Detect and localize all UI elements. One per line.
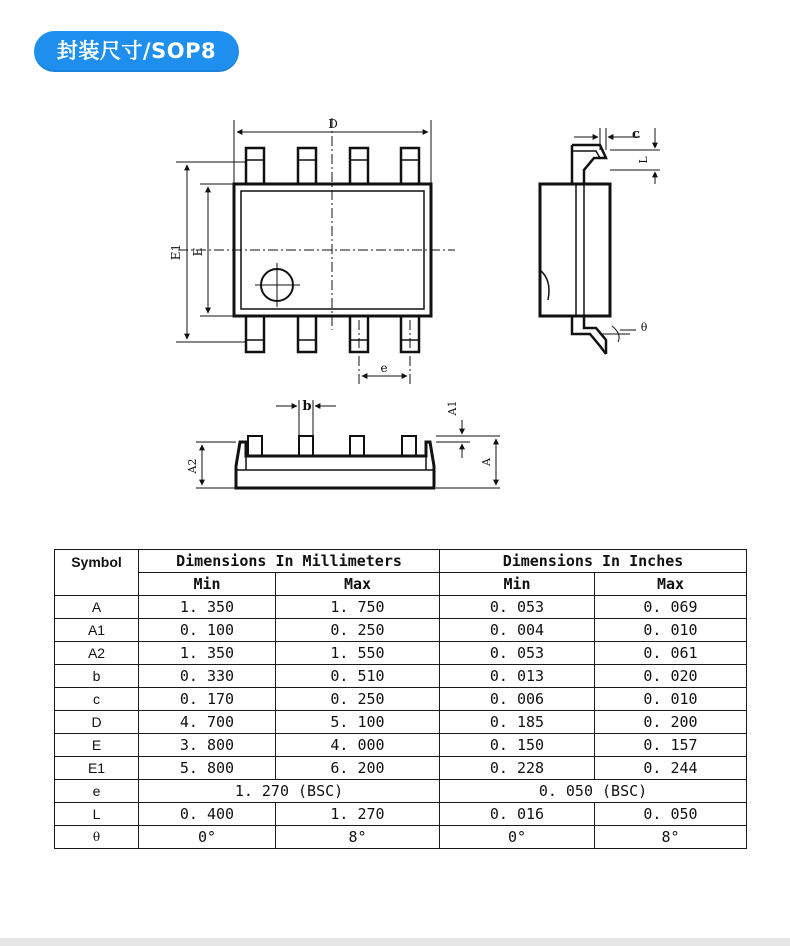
row-symbol: D	[55, 711, 139, 734]
row-in-max: 8°	[595, 826, 747, 849]
row-mm-bsc: 1. 270 (BSC)	[139, 780, 440, 803]
row-in-min: 0. 016	[440, 803, 595, 826]
row-mm-min: 1. 350	[139, 596, 276, 619]
table-row	[55, 642, 747, 665]
row-in-min: 0. 013	[440, 665, 595, 688]
in-header: Dimensions In Inches	[440, 550, 747, 573]
in-min-header: Min	[440, 573, 595, 596]
row-in-min: 0. 150	[440, 734, 595, 757]
mm-max-header: Max	[276, 573, 440, 596]
row-mm-max: 0. 250	[276, 688, 440, 711]
row-in-min: 0. 004	[440, 619, 595, 642]
pin-top-4	[401, 148, 419, 184]
dim-label-b: b	[302, 399, 312, 414]
pin-top-1	[246, 148, 264, 184]
row-mm-max: 6. 200	[276, 757, 440, 780]
row-symbol: A	[55, 596, 139, 619]
row-symbol: A1	[55, 619, 139, 642]
dim-label-c: c	[632, 127, 640, 142]
footer-divider	[0, 938, 790, 946]
row-mm-max: 5. 100	[276, 711, 440, 734]
row-mm-max: 1. 750	[276, 596, 440, 619]
table-row	[55, 734, 747, 757]
row-symbol: e	[55, 780, 139, 803]
top-view	[176, 118, 455, 384]
pin-bottom-1	[246, 316, 264, 352]
row-in-max: 0. 157	[595, 734, 747, 757]
row-symbol: E1	[55, 757, 139, 780]
row-mm-max: 0. 250	[276, 619, 440, 642]
table-subheader-row	[55, 573, 747, 596]
row-mm-max: 0. 510	[276, 665, 440, 688]
table-row-theta	[55, 826, 747, 849]
row-in-min: 0. 228	[440, 757, 595, 780]
dim-label-E1: E1	[169, 243, 183, 261]
in-max-header: Max	[595, 573, 747, 596]
row-mm-min: 5. 800	[139, 757, 276, 780]
row-symbol: b	[55, 665, 139, 688]
row-in-max: 0. 050	[595, 803, 747, 826]
table-row	[55, 711, 747, 734]
row-symbol: A2	[55, 642, 139, 665]
dim-label-theta: θ	[640, 321, 648, 334]
row-in-min: 0. 185	[440, 711, 595, 734]
row-mm-max: 4. 000	[276, 734, 440, 757]
table-row	[55, 619, 747, 642]
row-mm-min: 0. 330	[139, 665, 276, 688]
row-in-max: 0. 069	[595, 596, 747, 619]
row-in-bsc: 0. 050 (BSC)	[440, 780, 747, 803]
row-symbol: E	[55, 734, 139, 757]
row-symbol: L	[55, 803, 139, 826]
dim-label-L: L	[637, 156, 650, 164]
pin-top-3	[350, 148, 368, 184]
row-in-min: 0°	[440, 826, 595, 849]
table-header-row	[55, 550, 747, 573]
dim-label-A: A	[480, 458, 493, 466]
row-in-min: 0. 006	[440, 688, 595, 711]
row-mm-max: 8°	[276, 826, 440, 849]
row-mm-min: 3. 800	[139, 734, 276, 757]
row-in-min: 0. 053	[440, 596, 595, 619]
table-row-L	[55, 803, 747, 826]
table-row	[55, 596, 747, 619]
row-in-max: 0. 244	[595, 757, 747, 780]
mm-header: Dimensions In Millimeters	[139, 550, 440, 573]
row-mm-max: 1. 550	[276, 642, 440, 665]
row-in-max: 0. 010	[595, 688, 747, 711]
row-symbol: c	[55, 688, 139, 711]
row-symbol: θ	[55, 826, 139, 849]
page-title: 封装尺寸/SOP8	[34, 31, 239, 72]
row-mm-min: 1. 350	[139, 642, 276, 665]
table-row	[55, 757, 747, 780]
row-mm-min: 0. 170	[139, 688, 276, 711]
dim-label-D: D	[328, 117, 338, 131]
row-in-max: 0. 200	[595, 711, 747, 734]
row-in-min: 0. 053	[440, 642, 595, 665]
table-row	[55, 665, 747, 688]
row-in-max: 0. 020	[595, 665, 747, 688]
row-mm-min: 4. 700	[139, 711, 276, 734]
mm-min-header: Min	[139, 573, 276, 596]
row-mm-min: 0°	[139, 826, 276, 849]
pin-bottom-2	[298, 316, 316, 352]
dim-label-A1: A1	[446, 400, 459, 416]
dim-label-e: e	[380, 361, 388, 375]
row-in-max: 0. 010	[595, 619, 747, 642]
row-mm-min: 0. 400	[139, 803, 276, 826]
dim-label-E: E	[191, 247, 205, 257]
row-in-max: 0. 061	[595, 642, 747, 665]
dim-label-A2: A2	[186, 458, 199, 474]
symbol-header: Symbol	[55, 550, 139, 596]
dimensions-table	[54, 549, 747, 849]
row-mm-min: 0. 100	[139, 619, 276, 642]
table-row	[55, 688, 747, 711]
side-body	[540, 184, 610, 316]
table-row-e	[55, 780, 747, 803]
row-mm-max: 1. 270	[276, 803, 440, 826]
pin-top-2	[298, 148, 316, 184]
